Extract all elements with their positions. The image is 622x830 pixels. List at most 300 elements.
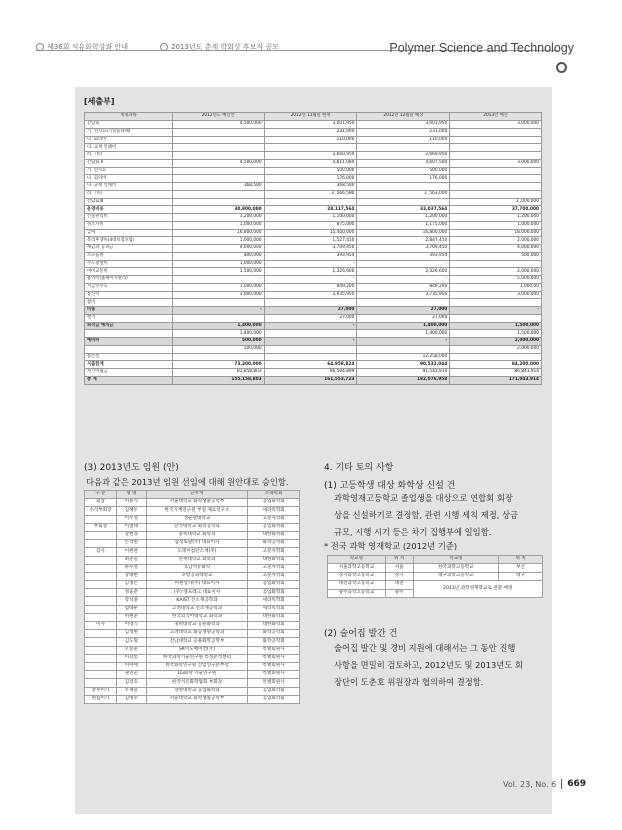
table-cell: SK이노베이션(주)	[146, 646, 248, 654]
table-cell: 잡비	[85, 299, 173, 307]
table-cell	[450, 314, 542, 322]
table-row	[85, 556, 300, 564]
table-cell: 3 ,563,000	[357, 190, 450, 198]
table-cell: 호남석유화학	[146, 564, 248, 572]
table-cell: 공업화학회	[248, 523, 300, 531]
table-cell: 3,709,450	[357, 245, 450, 253]
table-cell: 예비비	[85, 338, 173, 346]
column-header: 학교명	[328, 556, 386, 564]
table-cell: 368,500	[172, 183, 264, 191]
table-row	[85, 369, 542, 377]
table-cell: 1,200,000	[450, 214, 542, 222]
table-cell: 1,326,600	[264, 268, 357, 276]
table-cell: 가. 연사료(기념품대체)	[85, 128, 173, 136]
table-cell: 16,800,000	[357, 229, 450, 237]
table-cell: 96,594,899	[264, 369, 357, 377]
table-cell: 고려대학교 화공생명공학과	[146, 630, 248, 638]
table-cell: 권연준	[116, 671, 146, 679]
table-cell: 고분자학회	[248, 515, 300, 523]
table-cell: 1,000,000	[172, 283, 264, 291]
table-cell: -	[264, 276, 357, 284]
table-cell: 운영비용	[85, 206, 173, 214]
circle-bullet-icon	[36, 43, 44, 51]
table-cell: 비품	[85, 307, 173, 315]
table-row	[85, 638, 300, 646]
table-cell: 다. 교재 인쇄비	[85, 183, 173, 191]
table-cell: (주) 엘프레크 대표이사	[146, 589, 248, 597]
table-cell: 감사	[85, 548, 117, 556]
table-cell: 다. 교재 인쇄비	[85, 144, 173, 152]
table-row	[85, 548, 300, 556]
table-cell: -	[172, 307, 264, 315]
table-cell: 16,800,000	[172, 229, 264, 237]
table-row	[85, 159, 542, 167]
table-cell: 86,843,914	[450, 369, 542, 377]
table-row	[85, 646, 300, 654]
table-cell: 3,001,950	[357, 121, 450, 129]
table-row	[85, 237, 542, 245]
table-cell: 12,258,000	[357, 353, 450, 361]
table-cell: 행거	[85, 314, 173, 322]
table-cell	[85, 345, 173, 353]
table-row	[85, 662, 300, 670]
table-cell: 500,000	[357, 167, 450, 175]
sub2-line: 술어집 발간 및 경비 지원에 대해서는 그 동안 진행	[334, 643, 516, 653]
table-row	[85, 307, 542, 315]
table-cell: 고분자학회	[248, 548, 300, 556]
table-cell: -	[450, 307, 542, 315]
table-cell: -	[264, 260, 357, 268]
column-header: 근무처	[146, 491, 248, 499]
table-cell: 182,076,958	[357, 376, 450, 384]
table-row	[85, 630, 300, 638]
table-cell: 3,000,000	[450, 159, 542, 167]
table-cell: 총무이사	[85, 687, 117, 695]
table-row	[85, 121, 542, 129]
table-cell	[450, 152, 542, 160]
table-cell: 한국기계연구원 부설 재료연구소	[146, 507, 248, 515]
table-cell: 2,660,950	[357, 152, 450, 160]
table-cell: 30,800,000	[172, 206, 264, 214]
table-cell: 393,954	[264, 252, 357, 260]
table-cell: 1,000,000	[450, 221, 542, 229]
table-row	[85, 597, 300, 605]
table-cell: 1,500,000	[172, 268, 264, 276]
table-cell: 171,043,914	[450, 376, 542, 384]
table-cell: 5,000,000	[450, 276, 542, 284]
table-cell: 3,000,000	[450, 291, 542, 299]
table-row	[85, 695, 300, 703]
table-cell: 875,000	[264, 221, 357, 229]
table-cell: 이영식	[116, 622, 146, 630]
table-cell	[85, 646, 117, 654]
table-cell: 176,000	[264, 175, 357, 183]
table-cell: 경희대학교 응용화학과	[146, 622, 248, 630]
table-cell: 세라믹학회	[248, 605, 300, 613]
table-cell	[85, 679, 117, 687]
table-cell: 회장	[85, 499, 117, 507]
table-cell: 1,200,000	[357, 214, 450, 222]
table-cell: 155,158,803	[172, 376, 264, 384]
table-cell: 27,000	[264, 314, 357, 322]
table-cell	[172, 152, 264, 160]
table-cell	[172, 198, 264, 206]
table-cell: 18,000,000	[450, 229, 542, 237]
table-cell: 오승훈	[116, 646, 146, 654]
table-cell: 이사	[85, 622, 117, 630]
table-cell: 3 ,566,580	[264, 190, 357, 198]
table-cell	[172, 190, 264, 198]
table-cell: 2,326,600	[357, 268, 450, 276]
column-header: 위 치	[499, 556, 543, 564]
table-cell: 1,500,000	[450, 322, 542, 330]
table-cell	[85, 671, 117, 679]
table-cell: 급여	[85, 229, 173, 237]
table-cell: 2,935,950	[264, 291, 357, 299]
table-row	[85, 291, 542, 299]
column-header: 소속학회	[248, 491, 300, 499]
sub2-paragraph	[334, 640, 523, 691]
table-cell: 91,543,914	[357, 369, 450, 377]
table-cell: 강석종	[116, 597, 146, 605]
table-row	[85, 671, 300, 679]
table-cell: 이현관	[116, 548, 146, 556]
table-cell: 가. 연사료	[85, 167, 173, 175]
table-row	[328, 572, 543, 580]
table-cell	[85, 589, 117, 597]
table-cell: 여비교통비	[85, 268, 173, 276]
table-cell: 1,000,000	[172, 237, 264, 245]
table-cell: 대전	[385, 581, 413, 589]
table-cell: 특별회원사	[248, 654, 300, 662]
table-row	[85, 314, 542, 322]
table-cell: 849,200	[357, 283, 450, 291]
table-row	[85, 198, 542, 206]
table-cell: 차기이월금	[85, 369, 173, 377]
table-cell: 장태현	[116, 572, 146, 580]
sub1-line: 과학영재고등학교 졸업생을 대상으로 연합회 회장	[334, 493, 513, 503]
table-cell: 전남대학교 응용화학공학부	[146, 638, 248, 646]
table-row	[85, 338, 542, 346]
table-cell: 이용식	[116, 499, 146, 507]
table-cell: 4,000,000	[172, 245, 264, 253]
table-cell: 나. 회의비	[85, 136, 173, 144]
table-cell: 3,000,000	[172, 291, 264, 299]
table-cell: 서울	[385, 564, 413, 572]
table-cell	[85, 572, 117, 580]
table-cell: 특별회원사	[248, 662, 300, 670]
table-row	[85, 268, 542, 276]
column-header: 구 분	[85, 491, 117, 499]
table-row	[85, 260, 542, 268]
table-cell: 231,000	[264, 128, 357, 136]
table-cell: 광주	[385, 589, 413, 597]
table-cell: 우재윤	[116, 687, 146, 695]
table-cell	[264, 144, 357, 152]
table-cell: 간담회III	[85, 198, 173, 206]
table-cell: 공업화학회	[248, 695, 300, 703]
table-cell: 1,000,000	[172, 260, 264, 268]
table-cell: 소모품비	[85, 252, 173, 260]
table-cell: 73,300,000	[172, 361, 264, 369]
table-cell: 1,500,000	[450, 330, 542, 338]
circle-bullet-icon	[160, 43, 168, 51]
table-cell: 대한화학회	[248, 613, 300, 621]
table-cell: 김정돈	[116, 581, 146, 589]
table-cell: 2,000,000	[450, 237, 542, 245]
table-cell: 110,000	[357, 136, 450, 144]
table-row	[85, 613, 300, 621]
table-cell: 3,000,000	[450, 121, 542, 129]
table-cell: 충북대학교 화학과	[146, 531, 248, 539]
table-cell: 이미애	[116, 662, 146, 670]
table-cell: 포항공과대학교	[146, 572, 248, 580]
table-row	[85, 190, 542, 198]
table-cell	[357, 144, 450, 152]
table-cell: 90,533,044	[357, 361, 450, 369]
table-row	[85, 605, 300, 613]
column-header: 2012년 11월말 현재	[264, 113, 357, 121]
table-cell	[264, 198, 357, 206]
table-row	[85, 523, 300, 531]
table-cell: LG화학 기술연구원	[146, 671, 248, 679]
table-row	[85, 540, 300, 548]
table-cell: 4,607,500	[357, 159, 450, 167]
table-cell: 500,000	[172, 338, 264, 346]
table-cell: 15,400,000	[264, 229, 357, 237]
table-cell: 1,200,000	[172, 214, 264, 222]
table-cell	[264, 330, 357, 338]
other-title: 4. 기타 토의 사항	[324, 463, 394, 473]
table-cell: 2,000,000	[450, 338, 542, 346]
table-cell: 1,400,000	[357, 322, 450, 330]
table-cell: 미원상사(주) 대표이사	[146, 581, 248, 589]
table-cell: 김병수	[116, 695, 146, 703]
school-note: * 전국 과학 영재학교 (2012년 기준)	[324, 541, 458, 551]
table-cell	[172, 136, 264, 144]
column-header: 2012년 12월말 예상	[357, 113, 450, 121]
table-cell: 1,400,000	[172, 322, 264, 330]
table-row	[85, 687, 300, 695]
table-cell: 퇴직급 예치금	[85, 322, 173, 330]
table-cell: 고려대학교 신소재공학과	[146, 605, 248, 613]
table-cell: 손석현	[116, 540, 146, 548]
table-cell: 총 계	[85, 376, 173, 384]
table-cell: 500,000	[450, 252, 542, 260]
table-cell: -	[357, 338, 450, 346]
table-cell: 간담회 II	[85, 159, 173, 167]
table-cell: 용역비(홈페이지관리)	[85, 276, 173, 284]
table-cell: 도레이첨단소재(주)	[146, 548, 248, 556]
table-cell: 한국석유화학협회 부회장	[146, 679, 248, 687]
table-cell	[357, 183, 450, 191]
table-cell	[85, 556, 117, 564]
table-cell: 부산	[499, 564, 543, 572]
table-row	[85, 276, 542, 284]
table-row	[85, 361, 542, 369]
table-cell: 지급수수료	[85, 283, 173, 291]
table-cell	[264, 345, 357, 353]
table-cell	[85, 654, 117, 662]
table-row	[85, 229, 542, 237]
table-cell: -	[357, 276, 450, 284]
table-cell: 특별회원사	[248, 679, 300, 687]
table-row	[85, 376, 542, 384]
table-cell: 1,175,000	[357, 221, 450, 229]
table-cell: 한국과학고등학교	[413, 564, 499, 572]
crumb-1-label: 제36회 석유화학강좌 안내	[47, 43, 128, 51]
table-cell: 84,200,000	[450, 361, 542, 369]
table-cell: 대전과학고등학교	[328, 581, 386, 589]
table-cell: 세라믹학회	[248, 597, 300, 605]
column-header: 위 치	[385, 556, 413, 564]
table-cell: 2,660,950	[264, 152, 357, 160]
table-cell: 33,037,564	[357, 206, 450, 214]
table-cell	[172, 299, 264, 307]
table-cell: 4,000,000	[450, 245, 542, 253]
table-row	[85, 589, 300, 597]
table-cell	[85, 581, 117, 589]
table-cell	[450, 144, 542, 152]
table-cell: 잡손실	[85, 353, 173, 361]
table-row	[85, 322, 542, 330]
table-cell: 3,735,950	[357, 291, 450, 299]
table-cell: 라. 기타	[85, 190, 173, 198]
table-cell: 경기	[385, 572, 413, 580]
table-row	[85, 353, 542, 361]
table-row	[85, 144, 542, 152]
table-cell	[357, 345, 450, 353]
table-cell	[85, 531, 117, 539]
table-cell: 김해두	[116, 507, 146, 515]
table-cell: 삼성토탈(주) 대표이사	[146, 540, 248, 548]
table-row	[85, 183, 542, 191]
table-cell	[264, 299, 357, 307]
table-row	[85, 128, 542, 136]
volume-label: Vol. 23, No. 6	[502, 779, 557, 789]
table-cell: 세금과 공과금	[85, 245, 173, 253]
table-cell	[85, 330, 173, 338]
table-cell: 대한화학회	[248, 531, 300, 539]
column-header: 학교명	[413, 556, 499, 564]
table-cell: 대한화학회	[248, 622, 300, 630]
sub1-paragraph	[334, 490, 518, 541]
table-row	[85, 499, 300, 507]
table-cell	[85, 630, 117, 638]
table-cell: -	[264, 322, 357, 330]
table-cell: 공업화학회	[248, 581, 300, 589]
table-cell: -	[357, 260, 450, 268]
table-cell: 한국과학기술연구원 특성분석센터	[146, 654, 248, 662]
table-cell: 1,527,410	[264, 237, 357, 245]
table-row	[85, 206, 542, 214]
table-row	[85, 167, 542, 175]
table-cell: 화학공학회	[248, 540, 300, 548]
table-row	[85, 581, 300, 589]
breadcrumb-2[interactable]	[160, 42, 279, 52]
table-row	[85, 654, 300, 662]
table-cell: 3 ,000,000	[450, 198, 542, 206]
table-cell	[450, 167, 542, 175]
table-cell: 광주과학고등학교	[328, 589, 386, 597]
table-cell	[85, 597, 117, 605]
table-cell: 한국화학연구원 산업연구분부장	[146, 662, 248, 670]
table-cell	[172, 167, 264, 175]
table-row	[85, 564, 300, 572]
table-cell	[450, 260, 542, 268]
table-row	[85, 136, 542, 144]
table-row	[85, 572, 300, 580]
table-row	[85, 175, 542, 183]
table-cell	[172, 128, 264, 136]
table-row	[85, 531, 300, 539]
table-cell: 경조사비	[85, 221, 173, 229]
table-cell: 화학공학회	[248, 638, 300, 646]
table-cell: 공업화학회	[248, 499, 300, 507]
table-cell: 서울과학고등학교	[328, 564, 386, 572]
table-row	[85, 252, 542, 260]
table-cell: 대구	[499, 572, 543, 580]
table-cell: 연세대학교 화학과	[146, 556, 248, 564]
table-row	[85, 299, 542, 307]
table-cell: 대구과학고등학교	[413, 572, 499, 580]
table-cell: 1,100,000	[264, 214, 357, 222]
table-cell: 이강봉	[116, 654, 146, 662]
table-cell: 이철태	[116, 523, 146, 531]
table-cell	[172, 144, 264, 152]
table-cell: 편집이사	[85, 695, 117, 703]
table-cell: 28,117,564	[264, 206, 357, 214]
merged-note-cell: 2013년 과학영재학교로 전환 예정	[413, 581, 542, 598]
table-cell	[172, 175, 264, 183]
sub2-line: 사항을 면밀히 검토하고, 2012년도 및 2013년도 회	[334, 660, 523, 670]
table-cell: 4,611,080	[264, 159, 357, 167]
table-cell	[450, 183, 542, 191]
table-cell: 지출합계	[85, 361, 173, 369]
table-cell	[85, 613, 117, 621]
table-cell: 368,500	[264, 183, 357, 191]
breadcrumb-1[interactable]	[36, 42, 128, 52]
table-cell: 서울대학교 화학생물공학부	[146, 695, 248, 703]
table-cell: 세라믹학회	[248, 507, 300, 515]
table-cell: 3,709,450	[264, 245, 357, 253]
table-cell: 한국외국어대학교 화학과	[146, 613, 248, 621]
page-number: 669	[567, 779, 586, 789]
officers-intro: 다음과 같은 2013년 임원 선임에 대해 원안대로 승인함.	[86, 477, 289, 487]
table-cell: 849,200	[264, 283, 357, 291]
table-row	[85, 345, 542, 353]
journal-title: Polymer Science and Technology	[389, 41, 574, 55]
table-cell: 최준길	[116, 556, 146, 564]
table-cell: 하수영	[116, 564, 146, 572]
table-cell: 경기과학고등학교	[328, 572, 386, 580]
crumb-2-label: 2013년도 춘계 학회상 후보자 공모	[171, 43, 279, 51]
table-cell	[85, 540, 117, 548]
table-cell	[450, 299, 542, 307]
table-cell: 고분자학회	[248, 572, 300, 580]
table-cell	[450, 353, 542, 361]
table-row	[85, 283, 542, 291]
table-cell: 393,954	[357, 252, 450, 260]
table-cell: 수도광열비	[85, 260, 173, 268]
table-cell: 엄대순	[116, 605, 146, 613]
school-table	[327, 555, 543, 598]
table-cell: 특별회원사	[248, 646, 300, 654]
budget-table	[84, 112, 542, 385]
table-cell: 37,700,000	[450, 206, 542, 214]
table-cell	[85, 515, 117, 523]
table-row	[85, 245, 542, 253]
